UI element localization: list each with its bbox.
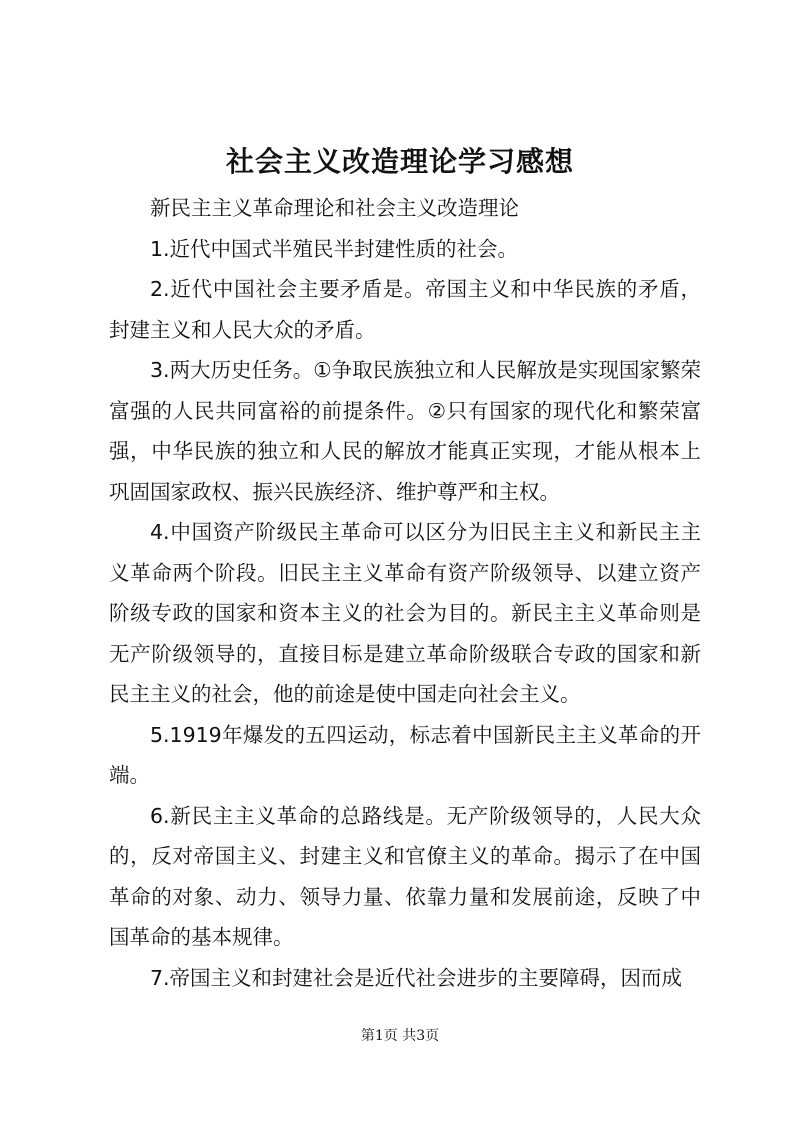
paragraph-item-3: 3.两大历史任务。①争取民族独立和人民解放是实现国家繁荣富强的人民共同富裕的前提条件。②只有国家的现代化和繁荣富强，中华民族的独立和人民的解放才能真正实现，才能从根本上巩固国家政权、振兴民族经济、维护尊严和主权。: [109, 358, 701, 504]
paragraph-subtitle: 新民主主义革命理论和社会主义改造理论: [150, 196, 519, 220]
document-title: 社会主义改造理论学习感想: [225, 145, 574, 178]
paragraph-item-4: 4.中国资产阶级民主革命可以区分为旧民主主义和新民主主义革命两个阶段。旧民主主义革命有资产阶级领导、以建立资产阶级专政的国家和资本主义的社会为目的。新民主主义革命则是无产阶级领导的，直接目标是建立革命阶级联合专政的国家和新民主主义的社会，他的前途是使中国走向社会主义。: [109, 520, 701, 706]
paragraph-item-6: 6.新民主主义革命的总路线是。无产阶级领导的，人民大众的，反对帝国主义、封建主义和官僚主义的革命。揭示了在中国革命的对象、动力、领导力量、依靠力量和发展前途，反映了中国革命的基本规律。: [109, 803, 701, 949]
paragraph-item-5: 5.1919年爆发的五四运动，标志着中国新民主主义革命的开端。: [109, 722, 701, 787]
page-footer: 第1页 共3页: [360, 1028, 440, 1044]
paragraph-item-1: 1.近代中国式半殖民半封建性质的社会。: [150, 236, 519, 261]
document-body: [109, 188, 701, 998]
paragraph-item-2: 2.近代中国社会主要矛盾是。帝国主义和中华民族的矛盾，封建主义和人民大众的矛盾。: [109, 277, 701, 342]
paragraph-item-7: 7.帝国主义和封建社会是近代社会进步的主要障碍，因而成: [150, 965, 683, 990]
